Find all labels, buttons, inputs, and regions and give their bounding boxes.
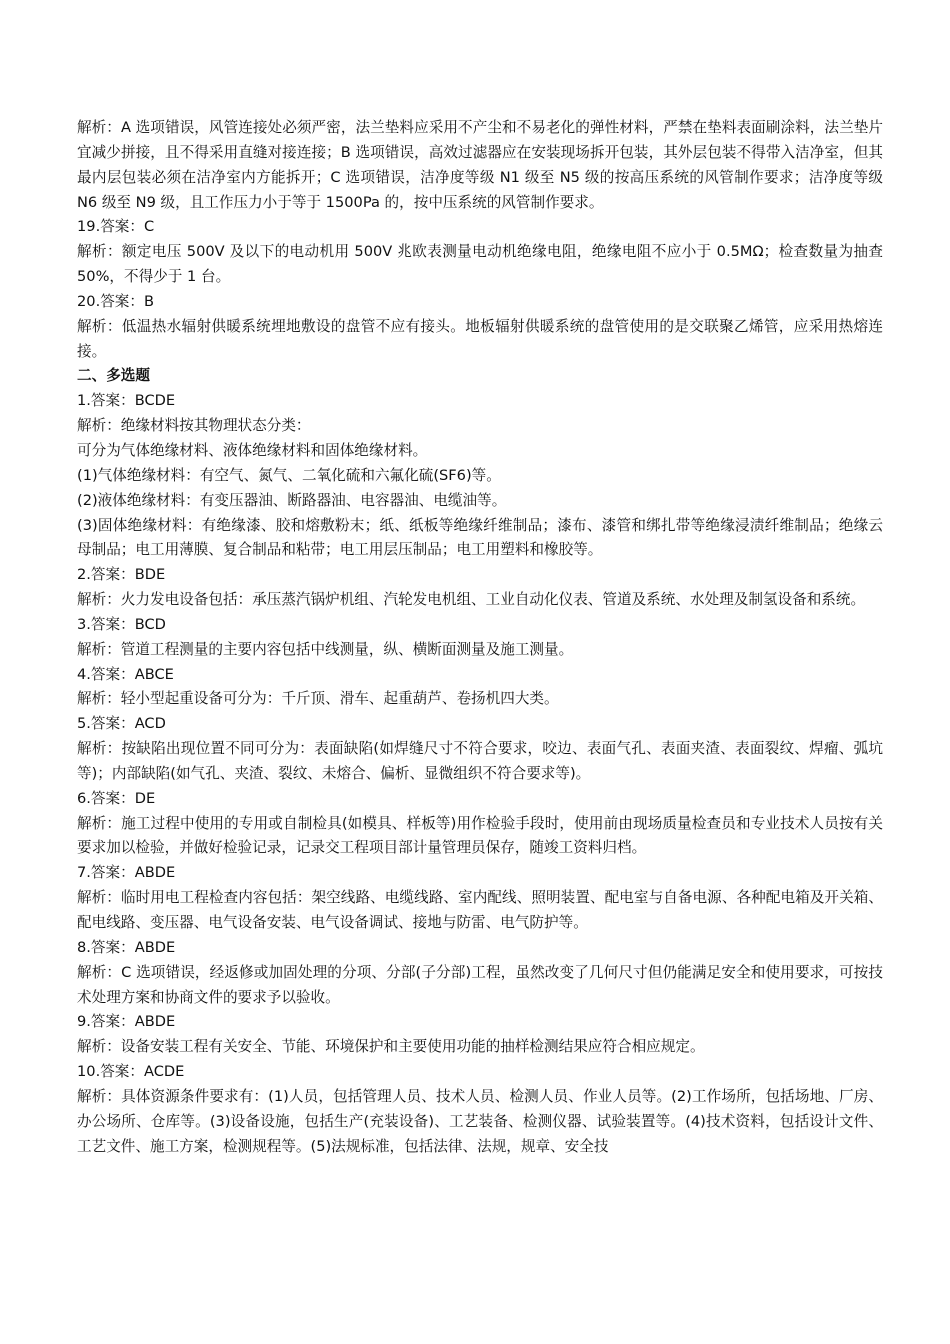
analysis-m3: 解析：管道工程测量的主要内容包括中线测量，纵、横断面测量及施工测量。 — [77, 640, 574, 658]
analysis-m5: 解析：按缺陷出现位置不同可分为：表面缺陷(如焊缝尺寸不符合要求，咬边、表面气孔、表面夹渣、表面裂纹、焊瘤、弧坑等)；内部缺陷(如气孔、夹渣、裂纹、未熔合、偏析、显微组织不符合要求等)。 — [77, 740, 883, 782]
answer-m8: 8.答案：ABDE — [77, 938, 176, 956]
analysis-m1-solid: (3)固体绝缘材料：有绝缘漆、胶和熔敷粉末；纸、纸板等绝缘纤维制品；漆布、漆管和绑扎带等绝缘浸渍纤维制品；绝缘云母制品；电工用薄膜、复合制品和粘带；电工用层压制品；电工用塑料和橡胶等。 — [77, 516, 883, 559]
answer-m2: 2.答案：BDE — [77, 566, 166, 584]
answer-m6: 6.答案：DE — [77, 789, 156, 807]
analysis-20: 解析：低温热水辐射供暖系统埋地敷设的盘管不应有接头。地板辐射供暖系统的盘管使用的是交联聚乙烯管，应采用热熔连接。 — [77, 317, 883, 360]
answer-m4: 4.答案：ABCE — [77, 665, 174, 683]
document-page — [77, 116, 883, 1159]
analysis-m10: 解析：具体资源条件要求有：(1)人员，包括管理人员、技术人员、检测人员、作业人员等。(2)工作场所，包括场地、厂房、办公场所、仓库等。(3)设备设施，包括生产(充装设备)、工艺装备、检测仪器、试验装置等。(4)技术资料，包括设计文件、工艺文件、施工方案，检测规程等。(5)法规标准，包括法律、法规，规章、安全技 — [77, 1087, 883, 1155]
analysis-m1-categories: 可分为气体绝缘材料、液体绝缘材料和固体绝缘材料。 — [77, 441, 428, 459]
analysis-m8: 解析：C 选项错误，经返修或加固处理的分项、分部(子分部)工程，虽然改变了几何尺寸但仍能满足安全和使用要求，可按技术处理方案和协商文件的要求予以验收。 — [77, 963, 883, 1006]
answer-m10: 10.答案：ACDE — [77, 1063, 185, 1081]
analysis-18: 解析：A 选项错误，风管连接处必须严密，法兰垫料应采用不产尘和不易老化的弹性材料，严禁在垫料表面刷涂料，法兰垫片宜减少拼接，且不得采用直缝对接连接；B 选项错误，高效过滤器应在安装现场拆开包装，其外层包装不得带入洁净室，但其最内层包装必须在洁净室内方能拆开；C 选项错误，洁净度等级 N1 级至 N5 级的按高压系统的风管制作要求；洁净度等级 N6 级至 N9 级，且工作压力小于等于 1500Pa 的，按中压系统的风管制作要求。 — [77, 119, 883, 211]
answer-m1: 1.答案：BCDE — [77, 392, 176, 410]
answer-19: 19.答案：C — [77, 218, 155, 236]
analysis-m1-liquid: (2)液体绝缘材料：有变压器油、断路器油、电容器油、电缆油等。 — [77, 491, 507, 509]
analysis-m1-gas: (1)气体绝缘材料：有空气、氮气、二氧化硫和六氟化硫(SF6)等。 — [77, 466, 501, 484]
analysis-m2: 解析：火力发电设备包括：承压蒸汽锅炉机组、汽轮发电机组、工业自动化仪表、管道及系统、水处理及制氢设备和系统。 — [77, 591, 866, 609]
answer-m5: 5.答案：ACD — [77, 715, 166, 733]
analysis-m1-intro: 解析：绝缘材料按其物理状态分类： — [77, 417, 311, 435]
analysis-m7: 解析：临时用电工程检查内容包括：架空线路、电缆线路、室内配线、照明装置、配电室与自备电源、各种配电箱及开关箱、配电线路、变压器、电气设备安装、电气设备调试、接地与防雷、电气防护等。 — [77, 889, 883, 931]
section-heading-multiple-choice: 二、多选题 — [77, 367, 150, 385]
answer-20: 20.答案：B — [77, 292, 155, 310]
analysis-m9: 解析：设备安装工程有关安全、节能、环境保护和主要使用功能的抽样检测结果应符合相应规定。 — [77, 1038, 705, 1056]
analysis-19: 解析：额定电压 500V 及以下的电动机用 500V 兆欧表测量电动机绝缘电阻，绝缘电阻不应小于 0.5MΩ；检查数量为抽查 50%，不得少于 1 台。 — [77, 243, 883, 286]
answer-m3: 3.答案：BCD — [77, 615, 166, 633]
answer-m7: 7.答案：ABDE — [77, 864, 176, 882]
answer-m9: 9.答案：ABDE — [77, 1013, 176, 1031]
analysis-m4: 解析：轻小型起重设备可分为：千斤顶、滑车、起重葫芦、卷扬机四大类。 — [77, 690, 559, 708]
analysis-m6: 解析：施工过程中使用的专用或自制检具(如模具、样板等)用作检验手段时，使用前由现场质量检查员和专业技术人员按有关要求加以检验，并做好检验记录，记录交工程项目部计量管理员保存，随竣工资料归档。 — [77, 814, 883, 857]
